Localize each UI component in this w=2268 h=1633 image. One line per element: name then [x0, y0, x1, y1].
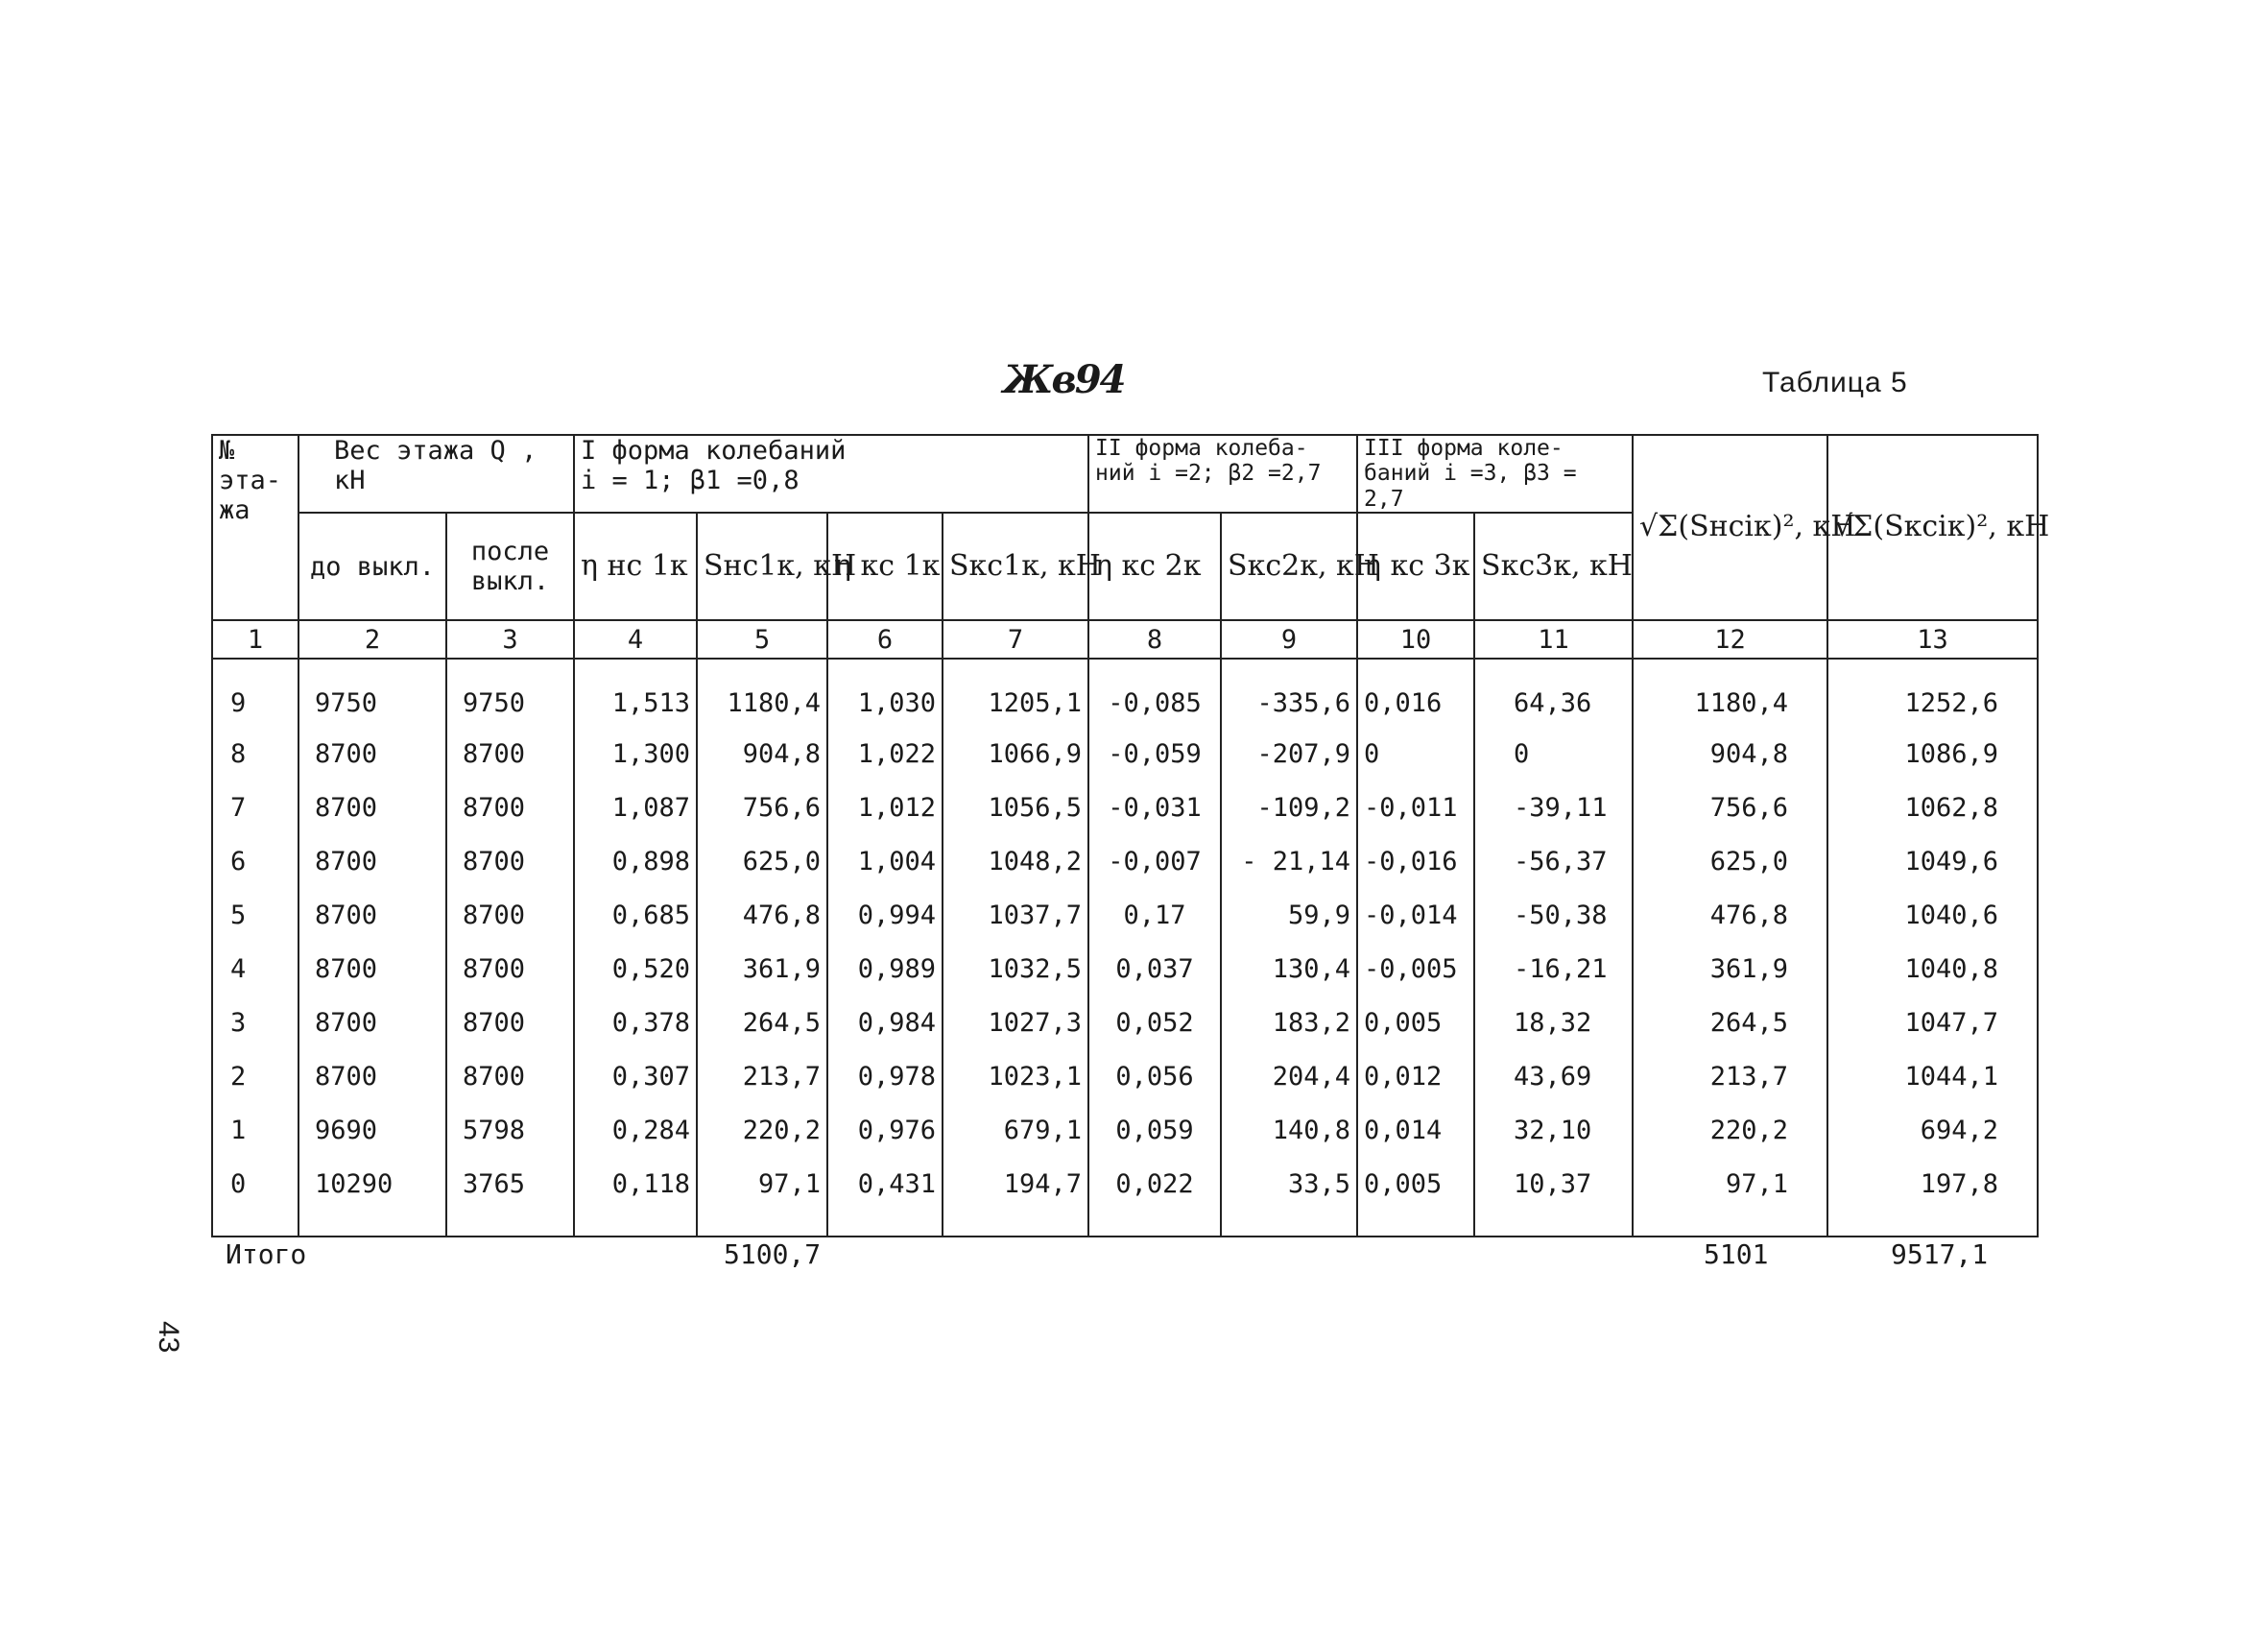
table-cell: 8700 [298, 942, 446, 996]
s-2k-kc-header [1221, 513, 1379, 620]
table-cell: 625,0 [1633, 834, 1827, 888]
table-cell: 1023,1 [943, 1049, 1088, 1103]
table-cell: 33,5 [1221, 1157, 1357, 1237]
table-cell: -0,014 [1357, 888, 1474, 942]
table-row [212, 996, 2038, 1049]
table-cell: 97,1 [1633, 1157, 1827, 1237]
table-cell: -50,38 [1474, 888, 1633, 942]
s-3k-kc-label: Sкс3к, кН [1481, 549, 1633, 584]
table-cell: 756,6 [697, 780, 827, 834]
table-cell: 0,307 [574, 1049, 697, 1103]
table-cell: 0,685 [574, 888, 697, 942]
s-1k-kc-label: Sкс1к, кН [949, 549, 1101, 584]
table-cell: 213,7 [697, 1049, 827, 1103]
table-cell: 213,7 [1633, 1049, 1827, 1103]
table-cell: 59,9 [1221, 888, 1357, 942]
eta-1k-kc-header [827, 513, 943, 620]
table-cell: 0 [212, 1157, 298, 1237]
table-cell: 0,520 [574, 942, 697, 996]
col-floor-header: № эта- жа [212, 435, 298, 620]
table-cell: 1,012 [827, 780, 943, 834]
table-cell: 1040,6 [1827, 888, 2038, 942]
table-row [212, 780, 2038, 834]
table-cell: 679,1 [943, 1103, 1088, 1157]
table-cell: 8700 [298, 888, 446, 942]
table-cell: 130,4 [1221, 942, 1357, 996]
table-cell: 197,8 [1827, 1157, 2038, 1237]
table-cell: 1,022 [827, 727, 943, 780]
table-cell: 0,005 [1357, 996, 1474, 1049]
table-cell: 0,016 [1357, 659, 1474, 727]
table-cell: 1086,9 [1827, 727, 2038, 780]
table-cell: 1252,6 [1827, 659, 2038, 727]
table-cell: 0,17 [1088, 888, 1221, 942]
eta-3k-kc-label: η кс 3к [1364, 549, 1470, 584]
table-cell: 0,976 [827, 1103, 943, 1157]
table-cell: -0,031 [1088, 780, 1221, 834]
results-table [211, 434, 2050, 1237]
table-cell: 1049,6 [1827, 834, 2038, 888]
table-cell: 8700 [298, 1049, 446, 1103]
table-cell: 0,005 [1357, 1157, 1474, 1237]
table-cell: 8700 [298, 727, 446, 780]
table-cell: -0,085 [1088, 659, 1221, 727]
column-number: 5 [697, 620, 827, 659]
table-cell: 0,118 [574, 1157, 697, 1237]
column-number: 2 [298, 620, 446, 659]
table-cell: 2 [212, 1049, 298, 1103]
total-col12: 5101 [1704, 1238, 1769, 1270]
table-cell: 0,014 [1357, 1103, 1474, 1157]
table-cell: 204,4 [1221, 1049, 1357, 1103]
table-cell: 264,5 [1633, 996, 1827, 1049]
table-cell: 694,2 [1827, 1103, 2038, 1157]
table-cell: 1037,7 [943, 888, 1088, 942]
table-cell: 8700 [298, 834, 446, 888]
table-cell: -0,007 [1088, 834, 1221, 888]
total-col13: 9517,1 [1891, 1238, 1989, 1270]
s-1k-kc-header [943, 513, 1101, 620]
table-cell: -207,9 [1221, 727, 1357, 780]
table-cell: 476,8 [1633, 888, 1827, 942]
column-number: 8 [1088, 620, 1221, 659]
table-cell: 140,8 [1221, 1103, 1357, 1157]
table-row [212, 727, 2038, 780]
table-cell: 220,2 [697, 1103, 827, 1157]
column-number-row [212, 620, 2038, 659]
table-row [212, 888, 2038, 942]
table-cell: 5 [212, 888, 298, 942]
table-row [212, 834, 2038, 888]
weight-after-header: после выкл. [446, 513, 574, 620]
table-cell: 0,898 [574, 834, 697, 888]
s-3k-kc-header [1474, 513, 1633, 620]
table-cell: 361,9 [697, 942, 827, 996]
srss-nc-label: √Σ(Sнсiк)², кН [1639, 510, 1856, 544]
column-number: 4 [574, 620, 697, 659]
table-cell: 361,9 [1633, 942, 1827, 996]
table-cell: 10290 [298, 1157, 446, 1237]
table-cell: 1047,7 [1827, 996, 2038, 1049]
column-number: 6 [827, 620, 943, 659]
table-cell: 1048,2 [943, 834, 1088, 888]
weight-before-header: до выкл. [298, 513, 446, 620]
table-row [212, 1049, 2038, 1103]
table-cell: - 21,14 [1221, 834, 1357, 888]
table-cell: 1,087 [574, 780, 697, 834]
column-number: 10 [1357, 620, 1474, 659]
table-row [212, 659, 2038, 727]
srss-kc-header [1827, 435, 2050, 620]
table-cell: 8700 [446, 834, 574, 888]
s-1k-nc-label: Sнс1к, кН [704, 549, 857, 584]
table-cell: -0,059 [1088, 727, 1221, 780]
table-cell: 1032,5 [943, 942, 1088, 996]
eta-1k-kc-label: η кс 1к [834, 549, 941, 584]
table-cell: 8700 [298, 996, 446, 1049]
eta-1k-nc-label: η нс 1к [581, 549, 688, 584]
mode1-title: I форма колебаний [581, 436, 847, 466]
table-cell: -56,37 [1474, 834, 1633, 888]
page-number: 43 [153, 1321, 184, 1354]
eta-2k-kc-header [1088, 513, 1221, 620]
table-cell: 1040,8 [1827, 942, 2038, 996]
weight-header-label: Вес этажа Q , кН [334, 436, 537, 496]
table-cell: 904,8 [697, 727, 827, 780]
table-cell: 220,2 [1633, 1103, 1827, 1157]
column-number: 11 [1474, 620, 1633, 659]
mode1-header [574, 435, 1088, 513]
totals-label: Итого [226, 1238, 307, 1270]
totals-row [211, 1238, 2037, 1277]
table-cell: 9750 [298, 659, 446, 727]
table-cell: 0,284 [574, 1103, 697, 1157]
table-cell: 264,5 [697, 996, 827, 1049]
table-cell: 1066,9 [943, 727, 1088, 780]
mode1-params: i = 1; β1 =0,8 [581, 466, 800, 496]
column-number: 3 [446, 620, 574, 659]
table-cell: 8700 [446, 888, 574, 942]
column-number: 1 [212, 620, 298, 659]
table-cell: -109,2 [1221, 780, 1357, 834]
table-cell: 904,8 [1633, 727, 1827, 780]
s-2k-kc-label: Sкс2к, кН [1228, 549, 1379, 584]
table-cell: 8700 [446, 727, 574, 780]
table-cell: 9690 [298, 1103, 446, 1157]
table-cell: 18,32 [1474, 996, 1633, 1049]
table-cell: 4 [212, 942, 298, 996]
table-cell: 0,012 [1357, 1049, 1474, 1103]
table-cell: 0 [1474, 727, 1633, 780]
table-cell: 1,513 [574, 659, 697, 727]
table-cell: -0,016 [1357, 834, 1474, 888]
table-cell: 0,431 [827, 1157, 943, 1237]
table-cell: 0,989 [827, 942, 943, 996]
table-row [212, 1157, 2038, 1237]
table-cell: 3 [212, 996, 298, 1049]
table-cell: 1180,4 [1633, 659, 1827, 727]
eta-1k-nc-header [574, 513, 697, 620]
table-cell: 5798 [446, 1103, 574, 1157]
table-cell: 6 [212, 834, 298, 888]
table-cell: 0,037 [1088, 942, 1221, 996]
eta-3k-kc-header [1357, 513, 1474, 620]
table-body [212, 659, 2038, 1237]
table-cell: -0,011 [1357, 780, 1474, 834]
col-weight-header [298, 435, 574, 513]
table-cell: 8 [212, 727, 298, 780]
table-row [212, 942, 2038, 996]
table-cell: 0,994 [827, 888, 943, 942]
table-cell: 1062,8 [1827, 780, 2038, 834]
table-caption: Таблица 5 [1762, 367, 1908, 398]
table-cell: 183,2 [1221, 996, 1357, 1049]
table-cell: 64,36 [1474, 659, 1633, 727]
table-cell: 0,052 [1088, 996, 1221, 1049]
mode3-header: III форма коле- баний i =3, β3 = 2,7 [1357, 435, 1633, 513]
table-cell: 97,1 [697, 1157, 827, 1237]
table-cell: 0,978 [827, 1049, 943, 1103]
s-1k-nc-header [697, 513, 857, 620]
eta-2k-kc-label: η кс 2к [1095, 549, 1202, 584]
srss-nc-header [1633, 435, 1856, 620]
table-cell: 8700 [298, 780, 446, 834]
table-cell: 3765 [446, 1157, 574, 1237]
column-number: 12 [1633, 620, 1827, 659]
table-cell: 1044,1 [1827, 1049, 2038, 1103]
table-cell: 8700 [446, 996, 574, 1049]
table-cell: 1056,5 [943, 780, 1088, 834]
table-cell: 8700 [446, 1049, 574, 1103]
table-cell: 1,300 [574, 727, 697, 780]
table-cell: 43,69 [1474, 1049, 1633, 1103]
mode2-header: II форма колеба- ний i =2; β2 =2,7 [1088, 435, 1357, 513]
table-cell: -0,005 [1357, 942, 1474, 996]
table-cell: 9750 [446, 659, 574, 727]
table-cell: 1,004 [827, 834, 943, 888]
table-cell: 1 [212, 1103, 298, 1157]
table-cell: 0,378 [574, 996, 697, 1049]
srss-kc-label: √Σ(Sксiк)², кН [1834, 510, 2050, 544]
table-cell: -335,6 [1221, 659, 1357, 727]
column-number: 9 [1221, 620, 1357, 659]
table-cell: 8700 [446, 780, 574, 834]
table-cell: 10,37 [1474, 1157, 1633, 1237]
column-number: 13 [1827, 620, 2038, 659]
table-cell: 7 [212, 780, 298, 834]
table-cell: 0 [1357, 727, 1474, 780]
table-cell: -16,21 [1474, 942, 1633, 996]
table-cell: 1027,3 [943, 996, 1088, 1049]
total-col5: 5100,7 [724, 1238, 822, 1270]
table-cell: 8700 [446, 942, 574, 996]
table-row [212, 1103, 2038, 1157]
column-number: 7 [943, 620, 1088, 659]
table-cell: 0,022 [1088, 1157, 1221, 1237]
table-cell: 1180,4 [697, 659, 827, 727]
stamp-mark: Жв94 [1003, 357, 1125, 402]
table-cell: 0,059 [1088, 1103, 1221, 1157]
table-cell: 9 [212, 659, 298, 727]
table-cell: 32,10 [1474, 1103, 1633, 1157]
table-cell: 625,0 [697, 834, 827, 888]
table-cell: 0,056 [1088, 1049, 1221, 1103]
table-cell: 0,984 [827, 996, 943, 1049]
table-cell: 194,7 [943, 1157, 1088, 1237]
table-cell: 1205,1 [943, 659, 1088, 727]
table-cell: -39,11 [1474, 780, 1633, 834]
table-cell: 756,6 [1633, 780, 1827, 834]
table-cell: 1,030 [827, 659, 943, 727]
table-cell: 476,8 [697, 888, 827, 942]
